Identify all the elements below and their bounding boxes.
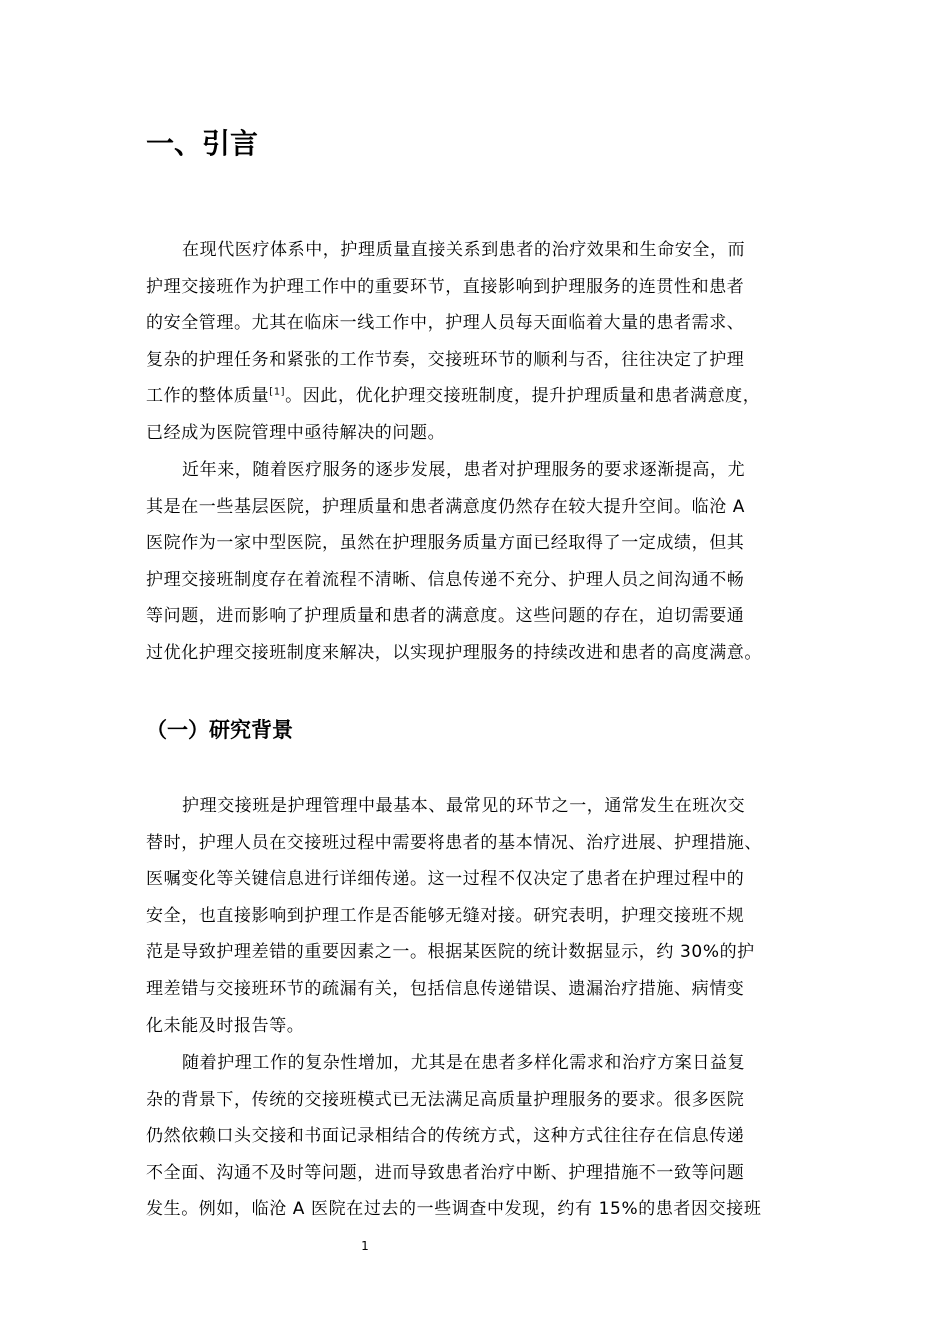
text-line: 仍然依赖口头交接和书面记录相结合的传统方式，这种方式往往存在信息传递 (146, 1126, 745, 1147)
section-heading-introduction: 一、引言 (146, 127, 259, 160)
text-line: 在现代医疗体系中，护理质量直接关系到患者的治疗效果和生命安全，而 (182, 240, 746, 260)
text-line: 范是导致护理差错的重要因素之一。根据某医院的统计数据显示，约 30%的护 (146, 942, 755, 963)
citation-reference[interactable]: [1] (269, 386, 286, 398)
text-line: 等问题，进而影响了护理质量和患者的满意度。这些问题的存在，迫切需要通 (146, 606, 745, 627)
paragraph-background-2 (146, 1045, 846, 1228)
text-line: 的安全管理。尤其在临床一线工作中，护理人员每天面临着大量的患者需求、 (146, 313, 745, 334)
text-line: 不全面、沟通不及时等问题，进而导致患者治疗中断、护理措施不一致等问题 (146, 1162, 745, 1183)
text-line: 化未能及时报告等。 (146, 1015, 305, 1036)
text-line: 安全，也直接影响到护理工作是否能够无缝对接。研究表明，护理交接班不规 (146, 905, 745, 926)
text-line: 医嘱变化等关键信息进行详细传递。这一过程不仅决定了患者在护理过程中的 (146, 869, 745, 890)
section-heading-research-background: （一）研究背景 (146, 718, 293, 742)
text-line: 过优化护理交接班制度来解决，以实现护理服务的持续改进和患者的高度满意。 (146, 642, 762, 663)
text-line: 近年来，随着医疗服务的逐步发展，患者对护理服务的要求逐渐提高，尤 (182, 460, 746, 480)
paragraph-background-1 (146, 788, 846, 1044)
text-line: 护理交接班作为护理工作中的重要环节，直接影响到护理服务的连贯性和患者 (146, 276, 745, 297)
text-segment: 工作的整体质量 (146, 386, 270, 407)
text-line: 理差错与交接班环节的疏漏有关，包括信息传递错误、遗漏治疗措施、病情变 (146, 978, 745, 999)
text-line: 其是在一些基层医院，护理质量和患者满意度仍然存在较大提升空间。临沧 A (146, 496, 746, 517)
text-line: 替时，护理人员在交接班过程中需要将患者的基本情况、治疗进展、护理措施、 (146, 832, 762, 853)
text-line: 发生。例如，临沧 A 医院在过去的一些调查中发现，约有 15%的患者因交接班 (146, 1199, 762, 1220)
page-number: 1 (361, 1239, 369, 1253)
text-line: 护理交接班是护理管理中最基本、最常见的环节之一，通常发生在班次交 (182, 796, 746, 816)
paragraph-intro-1 (146, 232, 846, 452)
text-line: 复杂的护理任务和紧张的工作节奏，交接班环节的顺利与否，往往决定了护理 (146, 349, 745, 370)
text-line: 随着护理工作的复杂性增加，尤其是在患者多样化需求和治疗方案日益复 (182, 1053, 746, 1073)
text-line: 护理交接班制度存在着流程不清晰、信息传递不充分、护理人员之间沟通不畅 (146, 569, 745, 590)
text-line: 杂的背景下，传统的交接班模式已无法满足高质量护理服务的要求。很多医院 (146, 1089, 745, 1110)
paragraph-intro-2 (146, 452, 846, 672)
text-line: 已经成为医院管理中亟待解决的问题。 (146, 422, 446, 443)
text-line-with-citation (146, 378, 846, 415)
text-line: 医院作为一家中型医院，虽然在护理服务质量方面已经取得了一定成绩，但其 (146, 533, 745, 554)
text-segment: 。因此，优化护理交接班制度，提升护理质量和患者满意度， (285, 386, 761, 407)
